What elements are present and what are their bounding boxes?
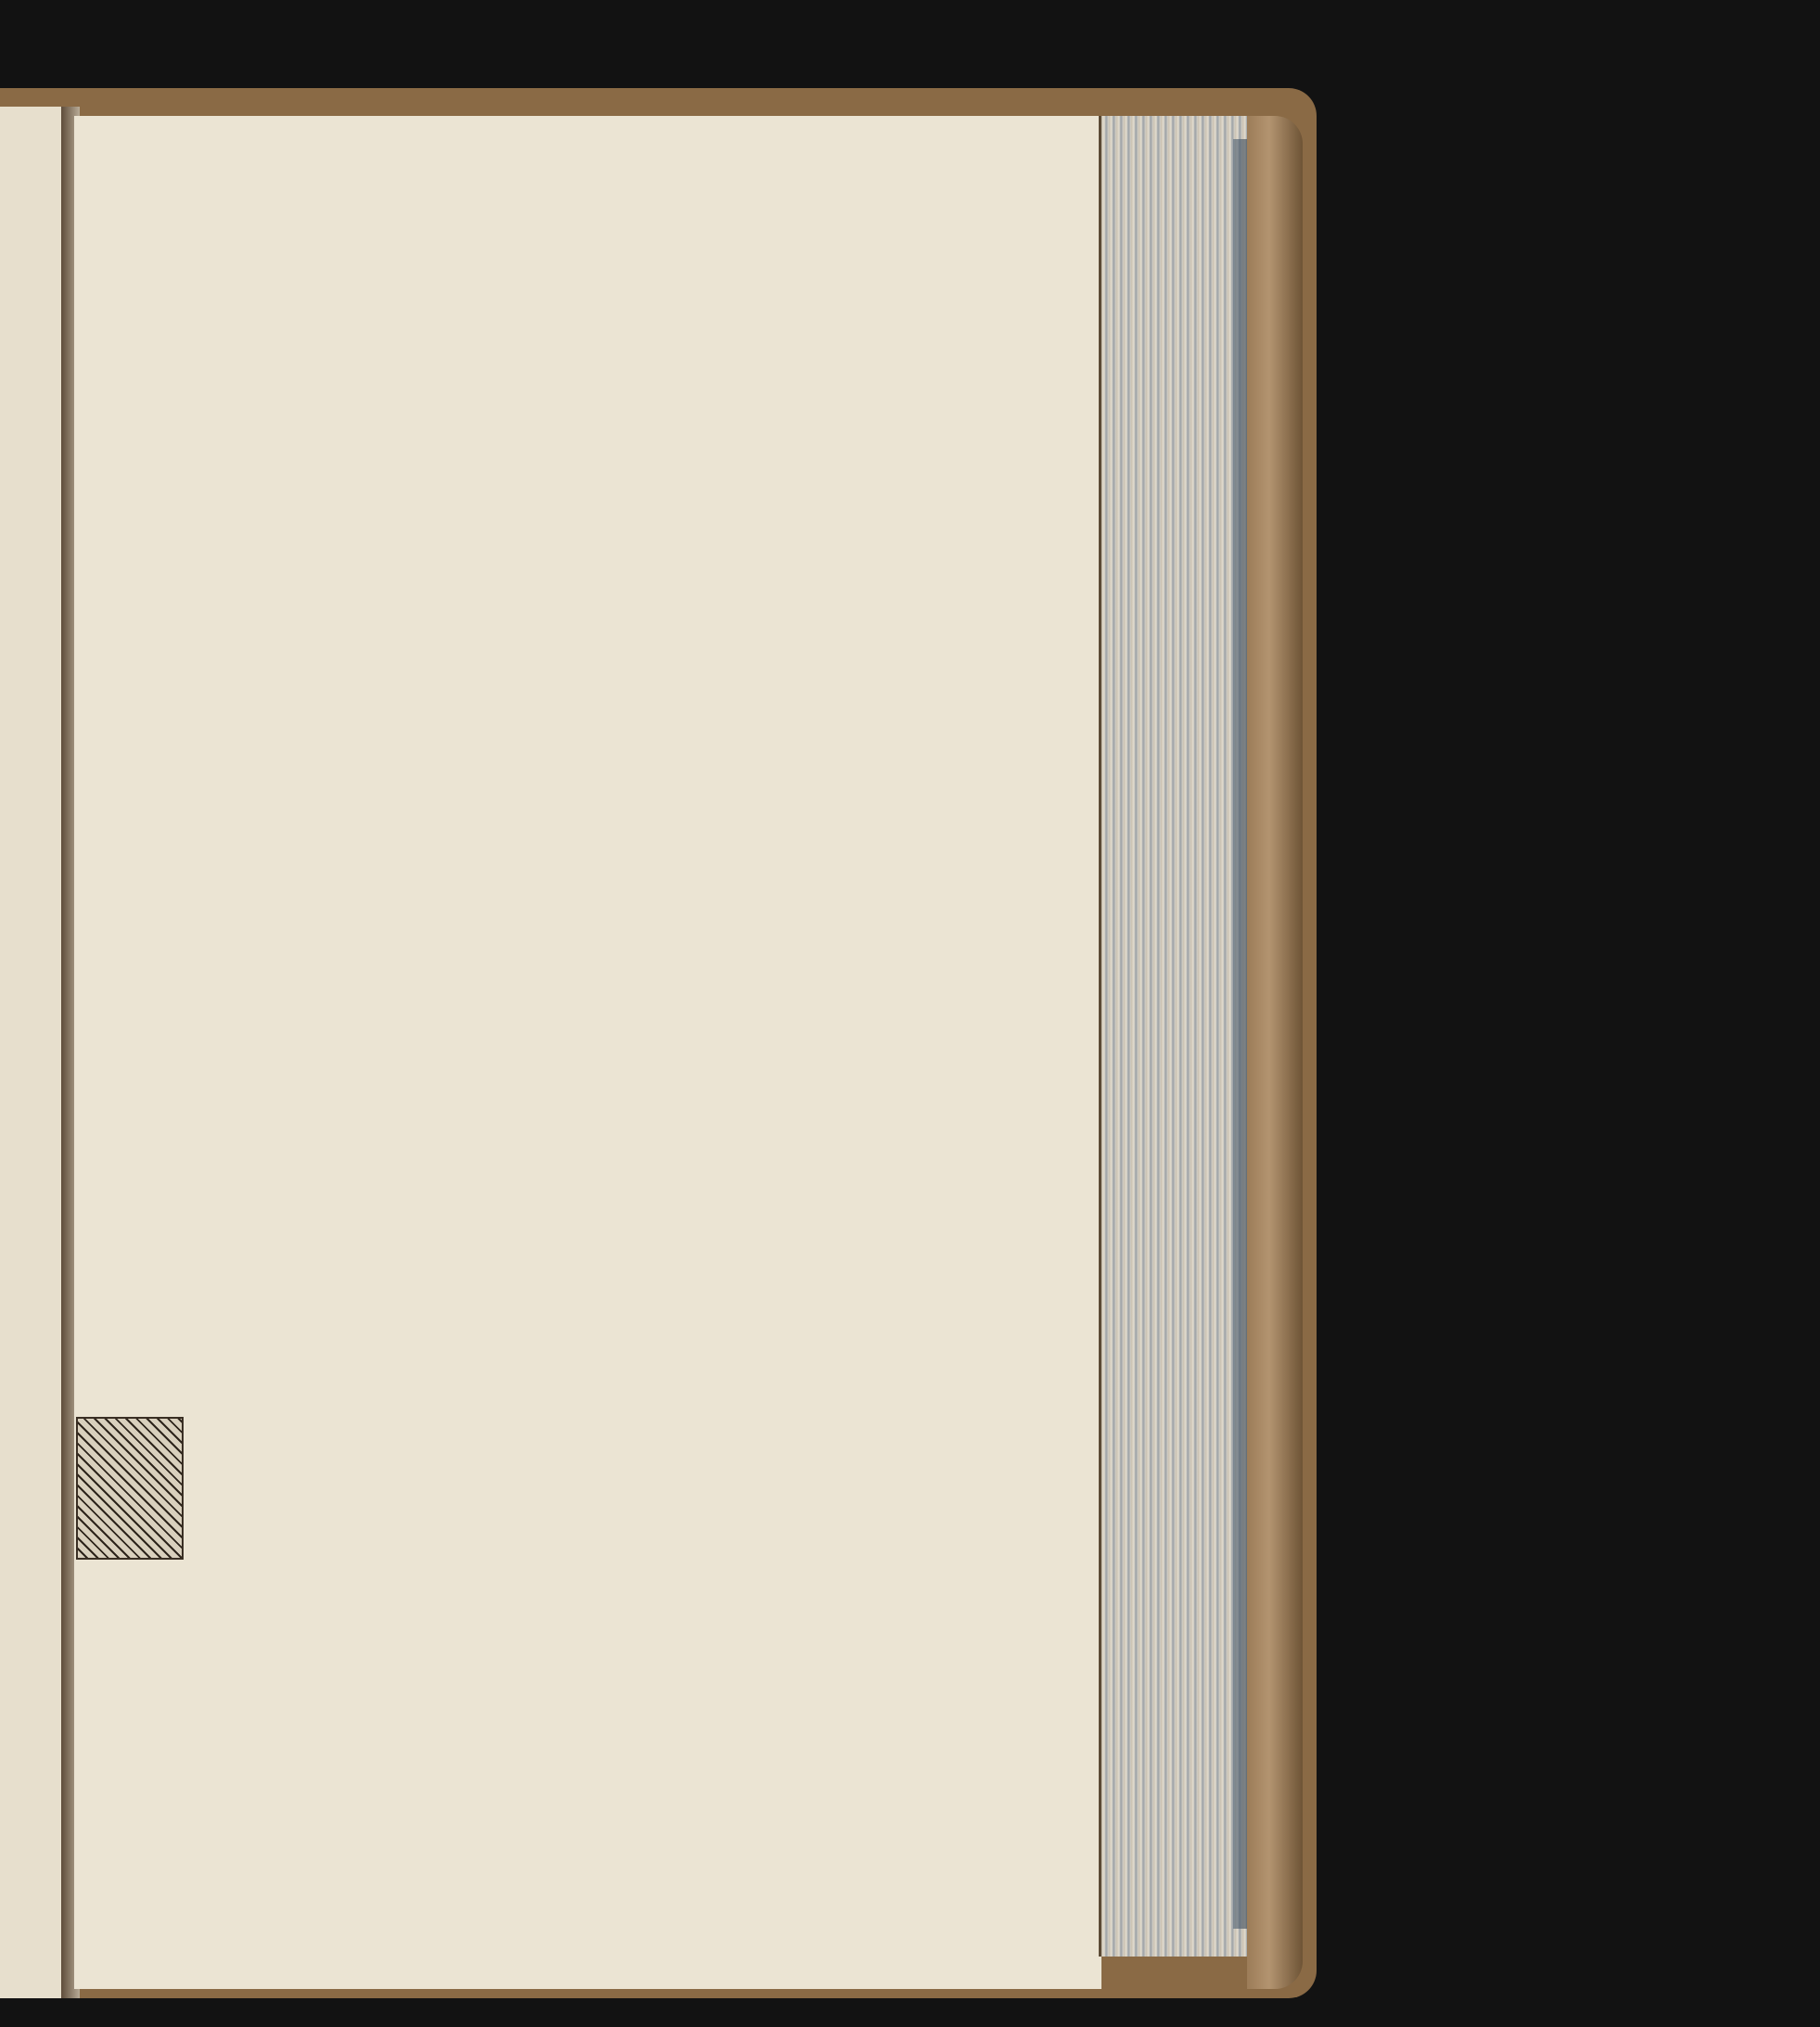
facing-page — [0, 107, 65, 1998]
book-cover — [1247, 116, 1303, 1989]
book-page — [74, 116, 1101, 1989]
drop-cap — [76, 1417, 184, 1560]
